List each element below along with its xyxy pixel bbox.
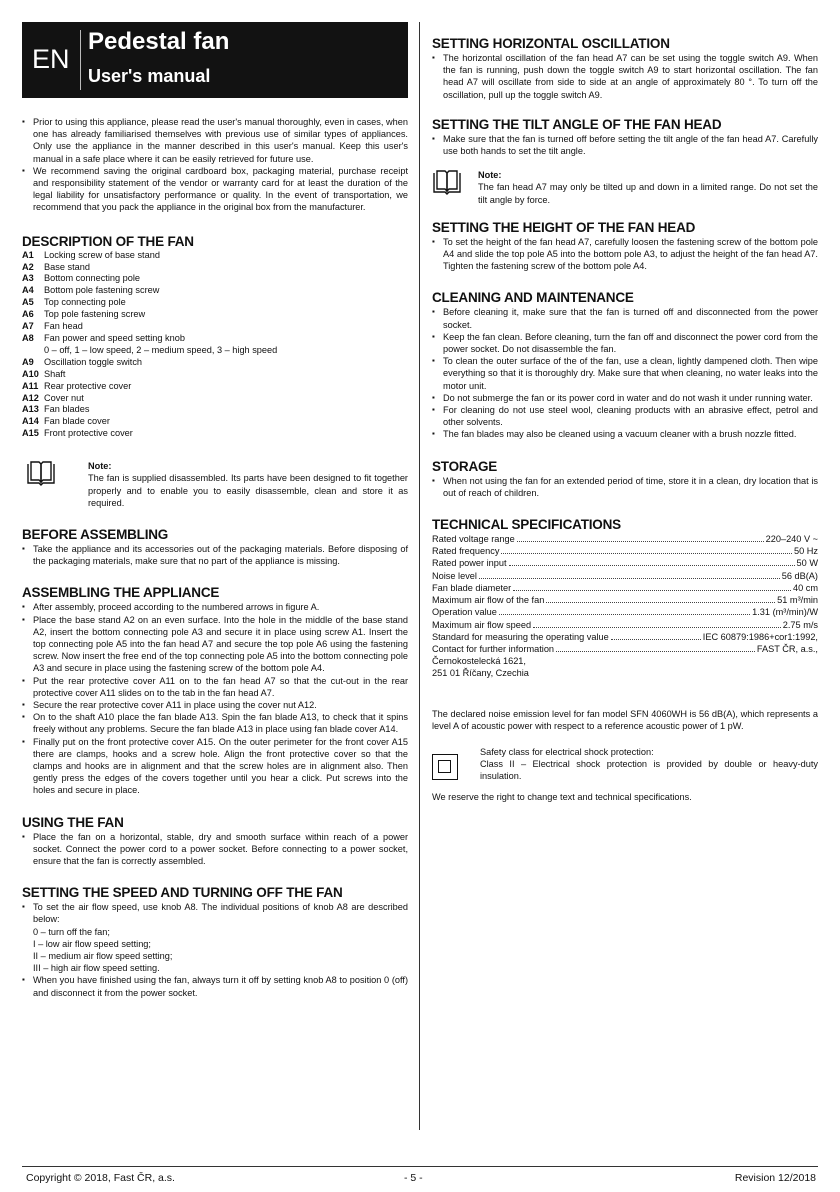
speed-position: I – low air flow speed setting; — [33, 938, 151, 949]
page-subtitle: User's manual — [88, 66, 211, 86]
address-line: 251 01 Říčany, Czechia — [432, 668, 529, 679]
dot-leader — [513, 590, 791, 591]
spec-label: Operation value — [432, 607, 497, 618]
list-item: ▪ Place the base stand A2 on an even surface. Into the hole in the middle of the base stand A2, insert the bottom connecting pole A3 and secure it in place using screw A1. Insert the top connecting pole A5 into the fan head A7 and secure the top pole A6 using the fastening screw. Now insert the free end of the top connecting pole A5 into the bottom connecting pole A3 and secure in place using the fastening screw of the bottom pole A4. — [22, 614, 408, 675]
part-row — [22, 321, 408, 333]
spec-label: Rated frequency — [432, 546, 500, 557]
list-item: ▪ Finally put on the front protective cover A15. On the outer perimeter for the front cover A15 there are clamps, hooks and a screw hole. Align the front protective cover so that the clamps and hooks are in alignment and that the screw holes are in alignment also. Then gently press the edges of the covers together until you hear a click. Put screws into the holes and secure in place. — [22, 736, 408, 797]
note-text: The fan is supplied disassembled. Its parts have been designed to fit together properly and to enable you to easily disassemble, clean and store it as required. — [88, 473, 408, 508]
before-list — [22, 543, 408, 567]
height-list — [432, 236, 818, 273]
tilt-list — [432, 133, 818, 157]
list-item: ▪ To clean the outer surface of the of the fan, use a clean, lightly dampened cloth. Then wipe everything so that it is thoroughly dry. Make sure that when cleaning, no water leaks into the motor unit. — [432, 355, 818, 392]
book-icon — [26, 460, 56, 486]
speed-position: III – high air flow speed setting. — [33, 963, 160, 974]
part-code: A8 — [22, 332, 34, 343]
section-heading: USING THE FAN — [22, 814, 124, 830]
left-column — [22, 22, 408, 999]
list-item: ▪ To set the height of the fan head A7, carefully loosen the fastening screw of the bottom pole A4 and slide the top pole A5 into the bottom pole A3, to adjust the height of the fan head A7. Tighten the fastening screw of the bottom pole A4. — [432, 236, 818, 273]
spec-value: 50 W — [796, 558, 818, 569]
spec-row — [432, 619, 818, 631]
part-code: A6 — [22, 309, 34, 320]
dot-leader — [479, 578, 780, 579]
list-item: ▪ Prior to using this appliance, please read the user's manual thoroughly, even in cases, when one has already familiarised themselves with previous use of similar types of appliances. Only use the appliance in the manner described in this user's manual. Keep this user's manual in a safe place where it can be easily retrieved for future use. — [22, 116, 408, 165]
spec-label: Fan blade diameter — [432, 582, 512, 593]
noise-statement: The declared noise emission level for fan model SFN 4060WH is 56 dB(A), which represents a level A of acoustic power with respect to a reference acoustic power of 1 pW. — [432, 708, 818, 731]
column-divider — [419, 22, 420, 1130]
header-banner — [22, 22, 408, 98]
knob-positions: 0 – off, 1 – low speed, 2 – medium speed, 3 – high speed — [44, 344, 278, 355]
part-label: Fan blades — [44, 404, 90, 415]
part-label: Locking screw of base stand — [44, 249, 160, 260]
dot-leader — [533, 627, 781, 628]
section-heading: STORAGE — [432, 458, 498, 474]
spec-value: 56 dB(A) — [781, 570, 818, 581]
part-code: A10 — [22, 368, 39, 379]
speed-list — [22, 901, 408, 999]
note-title: Note: — [88, 461, 112, 472]
part-label: Oscillation toggle switch — [44, 356, 143, 367]
spec-row — [432, 643, 818, 655]
list-item: ▪ When not using the fan for an extended period of time, store it in a clean, dry location that is out of reach of children. — [432, 475, 818, 499]
section-heading: ASSEMBLING THE APPLIANCE — [22, 585, 220, 601]
part-row — [22, 250, 408, 262]
part-label: Fan blade cover — [44, 416, 110, 427]
spec-value: 40 cm — [792, 582, 818, 593]
assembling-list — [22, 601, 408, 796]
spec-row — [432, 606, 818, 618]
list-item: ▪ We recommend saving the original cardboard box, packaging material, purchase receipt and responsibility statement of the vendor or warranty card for at least the duration of the legal liability for unsatisfactory performance or quality. In the event of transportation, we recommend that you pack the appliance in the original box from the manufacturer. — [22, 165, 408, 214]
note-block — [22, 460, 408, 509]
spec-label: Rated power input — [432, 558, 507, 569]
list-item: ▪ Secure the rear protective cover A11 in place using the cover nut A12. — [22, 699, 408, 711]
spec-label: Maximum air flow speed — [432, 619, 532, 630]
banner-separator — [80, 30, 81, 90]
part-label: Bottom connecting pole — [44, 273, 141, 284]
oscillation-list — [432, 52, 818, 101]
part-code: A14 — [22, 416, 39, 427]
part-code: A4 — [22, 285, 34, 296]
spec-label: Rated voltage range — [432, 534, 515, 545]
safety-text: Class II – Electrical shock protection is provided by double or heavy-duty insulation. — [480, 759, 818, 782]
part-code: A7 — [22, 321, 34, 332]
section-heading: SETTING THE TILT ANGLE OF THE FAN HEAD — [432, 116, 722, 132]
spec-label: Standard for measuring the operating value — [432, 631, 609, 642]
list-item: ▪ After assembly, proceed according to the numbered arrows in figure A. — [22, 601, 408, 613]
spec-label: Contact for further information — [432, 643, 555, 654]
footer-rule — [22, 1166, 818, 1167]
dot-leader — [509, 565, 795, 566]
list-item — [22, 901, 408, 974]
part-row — [22, 428, 408, 440]
safety-title: Safety class for electrical shock protection: — [480, 746, 654, 757]
list-item: ▪ Make sure that the fan is turned off before setting the tilt angle of the fan head A7. Carefully use both hands to set the tilt angle. — [432, 133, 818, 157]
footer-page-number: - 5 - — [404, 1172, 423, 1184]
speed-intro: To set the air flow speed, use knob A8. The individual positions of knob A8 are described below: — [33, 902, 408, 925]
spec-value: IEC 60879:1986+cor1:1992, — [702, 631, 818, 642]
part-code: A11 — [22, 380, 39, 391]
using-list — [22, 831, 408, 868]
part-row — [22, 369, 408, 381]
dot-leader — [517, 541, 764, 542]
book-icon — [432, 169, 462, 195]
list-item: ▪ The horizontal oscillation of the fan head A7 can be set using the toggle switch A9. When the fan is running, push down the toggle switch A9 to start horizontal oscillation. The fan head A7 will oscillate from side to side at an angle of approximately 80 °. To turn off the oscillation, pull up the toggle switch A9. — [432, 52, 818, 101]
section-heading: TECHNICAL SPECIFICATIONS — [432, 517, 621, 533]
part-label: Top pole fastening screw — [44, 309, 146, 320]
dot-leader — [556, 651, 755, 652]
list-item: ▪ For cleaning do not use steel wool, cleaning products with an abrasive effect, petrol and other solvents. — [432, 404, 818, 428]
cleaning-list — [432, 306, 818, 440]
part-label: Fan power and speed setting knob — [44, 332, 185, 343]
part-code: A9 — [22, 356, 34, 367]
dot-leader — [546, 602, 775, 603]
part-row — [22, 404, 408, 416]
part-row — [22, 297, 408, 309]
part-label: Fan head — [44, 321, 83, 332]
address-line: Černokostelecká 1621, — [432, 656, 526, 667]
part-code: A12 — [22, 392, 39, 403]
section-heading: CLEANING AND MAINTENANCE — [432, 290, 634, 306]
reserve-statement: We reserve the right to change text and technical specifications. — [432, 791, 692, 802]
list-item: ▪ On to the shaft A10 place the fan blade A13. Spin the fan blade A13, to check that it spins freely without any problems. Secure the fan blade A13 in place using fan blade cover A14. — [22, 711, 408, 735]
parts-list — [22, 250, 408, 441]
spec-row — [432, 582, 818, 594]
right-column — [432, 36, 818, 803]
dot-leader — [501, 553, 792, 554]
part-code: A15 — [22, 428, 39, 439]
dot-leader — [611, 639, 701, 640]
spec-value: 51 m³/min — [777, 595, 818, 606]
part-row — [22, 333, 408, 345]
list-item: ▪ Do not submerge the fan or its power cord in water and do not wash it under running water. — [432, 392, 818, 404]
spec-value: 1.31 (m³/min)/W — [752, 607, 818, 618]
footer-revision: Revision 12/2018 — [734, 1172, 816, 1184]
spec-row — [432, 545, 818, 557]
part-row — [22, 357, 408, 369]
spec-value: 220–240 V ~ — [765, 534, 818, 545]
part-label: Shaft — [44, 368, 66, 379]
speed-position: II – medium air flow speed setting; — [33, 951, 173, 962]
part-code: A1 — [22, 249, 34, 260]
list-item: ▪ When you have finished using the fan, always turn it off by setting knob A8 to position 0 (off) and disconnect it from the power socket. — [22, 974, 408, 998]
speed-position: 0 – turn off the fan; — [33, 926, 110, 937]
language-code: EN — [32, 44, 70, 74]
spec-value: 2.75 m/s — [782, 619, 818, 630]
part-label: Bottom pole fastening screw — [44, 285, 160, 296]
part-row — [22, 393, 408, 405]
list-item: ▪ Place the fan on a horizontal, stable, dry and smooth surface within reach of a power socket. Connect the power cord to a power socket. Before connecting to a power socket, ensure that the fan is correctly assembled. — [22, 831, 408, 868]
part-code: A5 — [22, 297, 34, 308]
class-ii-icon — [432, 754, 458, 780]
safety-block — [432, 746, 818, 783]
note-text: The fan head A7 may only be tilted up and down in a limited range. Do not set the tilt angle by force. — [478, 182, 818, 205]
spec-row — [432, 631, 818, 643]
part-label: Rear protective cover — [44, 380, 132, 391]
part-label: Cover nut — [44, 392, 84, 403]
spec-value: FAST ČR, a.s., — [756, 643, 818, 654]
spec-row — [432, 594, 818, 606]
part-row — [22, 416, 408, 428]
specs-table — [432, 533, 818, 655]
part-code: A3 — [22, 273, 34, 284]
spec-row — [432, 557, 818, 569]
part-row — [22, 285, 408, 297]
footer-copyright: Copyright © 2018, Fast ČR, a.s. — [26, 1172, 175, 1184]
intro-list — [22, 116, 408, 214]
spec-row — [432, 533, 818, 545]
part-label: Front protective cover — [44, 428, 133, 439]
list-item: ▪ Keep the fan clean. Before cleaning, turn the fan off and disconnect the power cord from the power socket. Do not disassemble the fan. — [432, 331, 818, 355]
section-heading: SETTING THE HEIGHT OF THE FAN HEAD — [432, 219, 696, 235]
part-code: A13 — [22, 404, 39, 415]
part-label: Base stand — [44, 261, 90, 272]
spec-label: Maximum air flow of the fan — [432, 595, 545, 606]
dot-leader — [499, 614, 750, 615]
note-block — [432, 169, 818, 206]
storage-list — [432, 475, 818, 499]
part-row — [22, 262, 408, 274]
list-item: ▪ Put the rear protective cover A11 on to the fan head A7 so that the cut-out in the rear protective cover A11 slides on to the tab in the fan head A7. — [22, 675, 408, 699]
part-label: Top connecting pole — [44, 297, 126, 308]
note-title: Note: — [478, 170, 502, 181]
part-code: A2 — [22, 261, 34, 272]
part-row — [22, 309, 408, 321]
section-heading: SETTING HORIZONTAL OSCILLATION — [432, 36, 670, 51]
spec-value: 50 Hz — [793, 546, 818, 557]
part-row — [22, 273, 408, 285]
section-heading: SETTING THE SPEED AND TURNING OFF THE FAN — [22, 885, 343, 901]
list-item: ▪ The fan blades may also be cleaned using a vacuum cleaner with a brush nozzle fitted. — [432, 428, 818, 440]
spec-row — [432, 570, 818, 582]
list-item: ▪ Take the appliance and its accessories out of the packaging materials. Before disposing of the packaging materials, make sure that no part of the appliance is missing. — [22, 543, 408, 567]
spec-label: Noise level — [432, 570, 477, 581]
section-heading: DESCRIPTION OF THE FAN — [22, 233, 194, 249]
list-item: ▪ Before cleaning it, make sure that the fan is turned off and disconnected from the power socket. — [432, 306, 818, 330]
page-title: Pedestal fan — [88, 28, 230, 55]
section-heading: BEFORE ASSEMBLING — [22, 526, 169, 542]
part-row — [22, 381, 408, 393]
